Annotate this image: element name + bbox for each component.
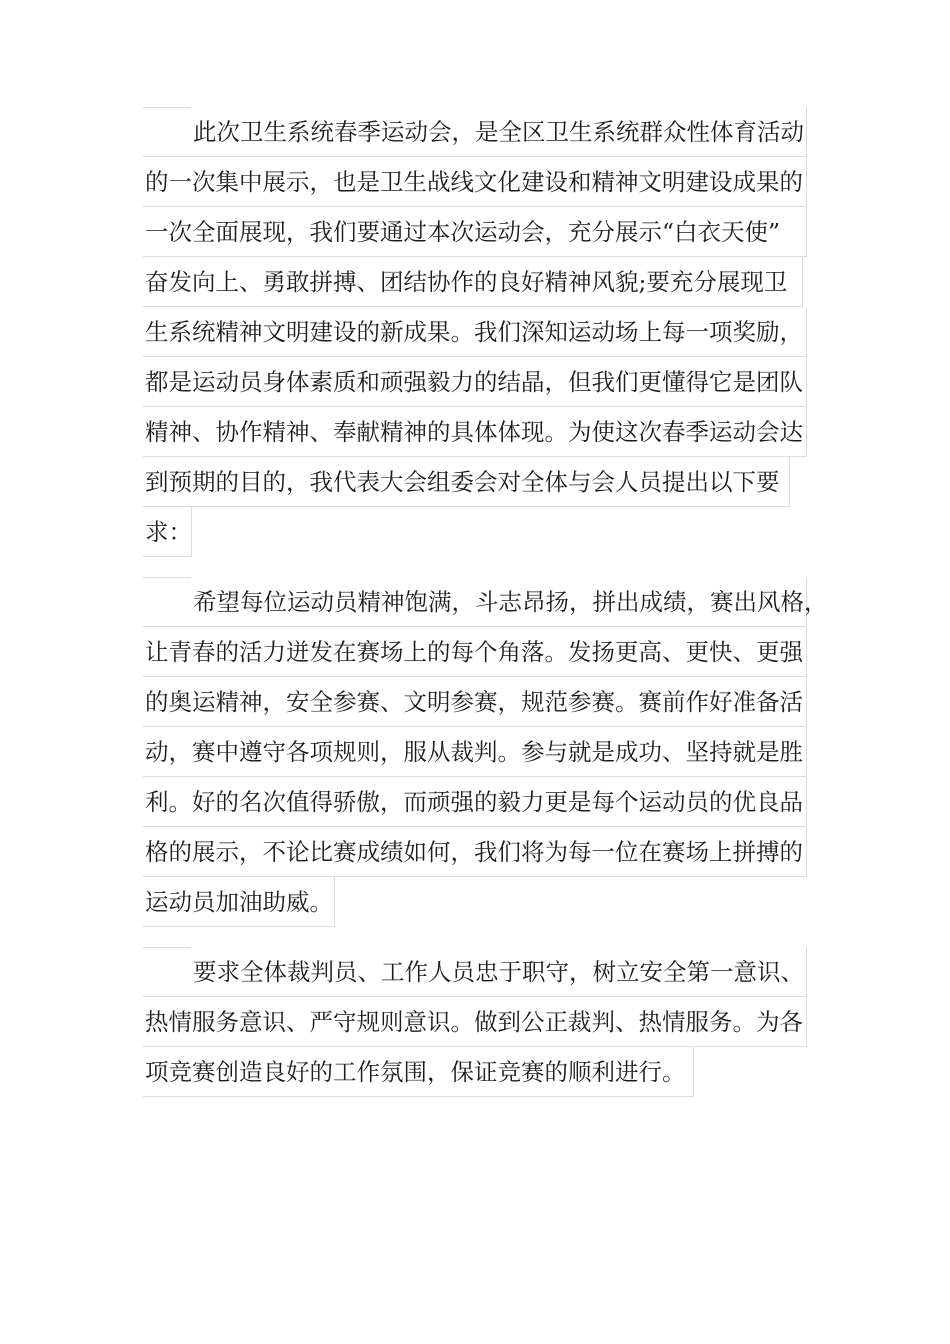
text-line: 动，赛中遵守各项规则，服从裁判。参与就是成功、坚持就是胜 [143,727,807,777]
text-line: 希望每位运动员精神饱满，斗志昂扬，拼出成绩，赛出风格， [143,577,807,627]
text-line: 精神、协作精神、奉献精神的具体体现。为使这次春季运动会达 [143,407,807,457]
text-line: 热情服务意识、严守规则意识。做到公正裁判、热情服务。为各 [143,997,807,1047]
text-line: 运动员加油助威。 [143,877,335,927]
paragraph-1 [143,107,807,557]
text-line: 利。好的名次值得骄傲，而顽强的毅力更是每个运动员的优良品 [143,777,807,827]
text-line: 一次全面展现，我们要通过本次运动会，充分展示“白衣天使” [143,207,807,257]
text-line: 生系统精神文明建设的新成果。我们深知运动场上每一项奖励， [143,307,807,357]
text-line: 要求全体裁判员、工作人员忠于职守，树立安全第一意识、 [143,947,807,997]
text-line: 奋发向上、勇敢拼搏、团结协作的良好精神风貌;要充分展现卫 [143,257,803,307]
text-line: 格的展示，不论比赛成绩如何，我们将为每一位在赛场上拼搏的 [143,827,807,877]
text-line: 让青春的活力迸发在赛场上的每个角落。发扬更高、更快、更强 [143,627,807,677]
paragraph-2 [143,577,828,927]
text-line: 此次卫生系统春季运动会，是全区卫生系统群众性体育活动 [143,107,807,157]
text-line: 的一次集中展示，也是卫生战线文化建设和精神文明建设成果的 [143,157,807,207]
text-line: 项竞赛创造良好的工作氛围，保证竞赛的顺利进行。 [143,1047,694,1097]
paragraph-3 [143,947,807,1097]
text-line: 求： [143,507,192,557]
text-line: 都是运动员身体素质和顽强毅力的结晶，但我们更懂得它是团队 [143,357,807,407]
text-line: 到预期的目的，我代表大会组委会对全体与会人员提出以下要 [143,457,790,507]
text-line: 的奥运精神，安全参赛、文明参赛，规范参赛。赛前作好准备活 [143,677,807,727]
